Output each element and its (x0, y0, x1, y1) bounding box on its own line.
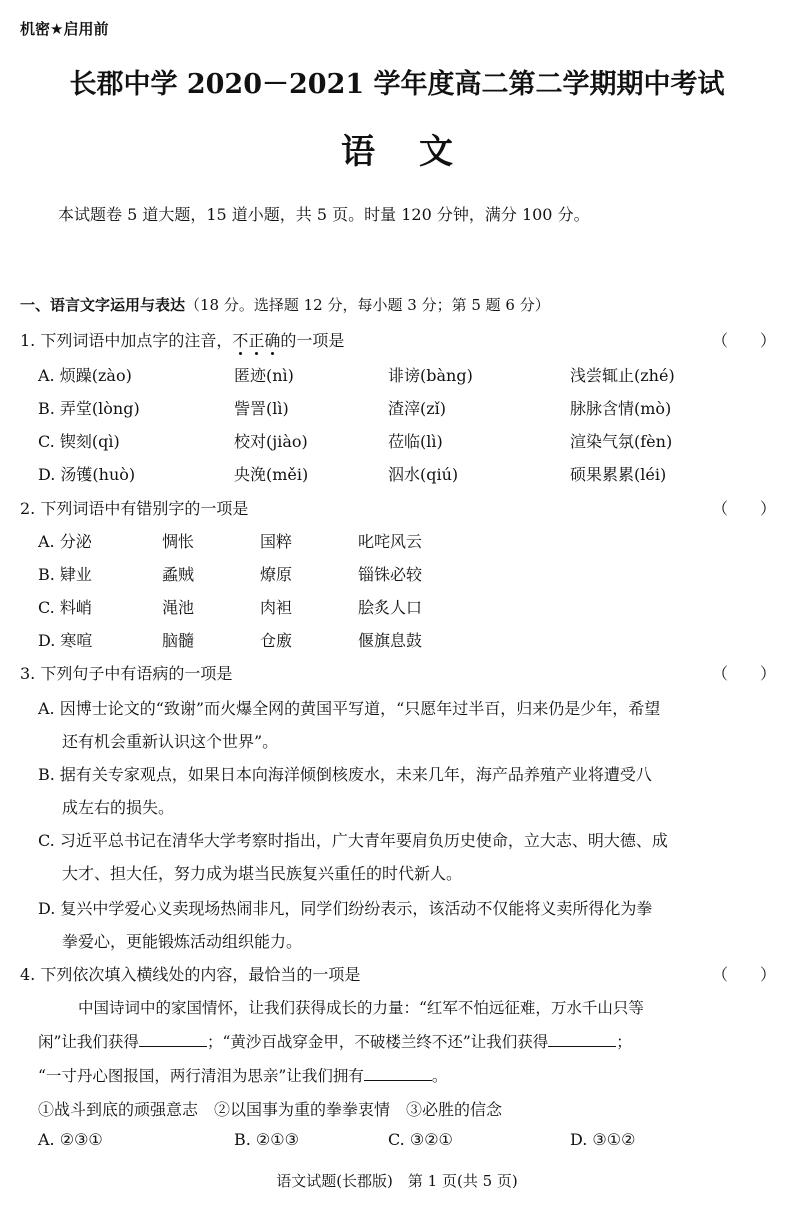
q4-answer-d: D. ③①② (570, 1130, 636, 1149)
q2-option-a-1: A. 分泌 (38, 532, 92, 551)
q2-option-c-2: 渑池 (162, 598, 195, 617)
page-footer: 语文试题(长郡版) 第 1 页(共 5 页) (276, 1172, 518, 1190)
q4-answer-a: A. ②③① (38, 1130, 103, 1149)
q4-passage-line-1: 中国诗词中的家国情怀，让我们获得成长的力量：“红军不怕远征难，万水千山只等 (78, 999, 644, 1017)
answer-blank (548, 1030, 616, 1047)
exam-instructions: 本试题卷 5 道大题，15 道小题，共 5 页。时量 120 分钟，满分 100 分。 (58, 205, 590, 224)
q1-option-d-4: 硕果累累(léi) (570, 465, 667, 484)
q4-passage-line-2: 闲”让我们获得 ；“黄沙百战穿金甲，不破楼兰终不还”让我们获得 ； (38, 1030, 632, 1052)
answer-bracket: （ ） (712, 499, 777, 518)
q2-option-c-1: C. 料峭 (38, 598, 92, 617)
q2-option-b-4: 锱铢必较 (358, 565, 423, 584)
q3-option-b: B. 据有关专家观点，如果日本向海洋倾倒核废水，未来几年，海产品养殖产业将遭受八 (38, 765, 652, 784)
q3-option-a: A. 因博士论文的“致谢”而火爆全网的黄国平写道，“只愿年过半百，归来仍是少年，希望 (38, 699, 661, 718)
q4-choices: ①战斗到底的顽强意志 ②以国事为重的拳拳衷情 ③必胜的信念 (38, 1100, 503, 1119)
q3-option-d: D. 复兴中学爱心义卖现场热闹非凡，同学们纷纷表示，该活动不仅能将义卖所得化为拳 (38, 899, 653, 918)
q1-option-b-4: 脉脉含情(mò) (570, 399, 672, 418)
q3-option-c: C. 习近平总书记在清华大学考察时指出，广大青年要肩负历史使命，立大志、明大德、成 (38, 831, 668, 850)
subject-title: 语文 (341, 132, 497, 172)
section-note: （18 分。选择题 12 分，每小题 3 分；第 5 题 6 分） (185, 296, 550, 314)
q2-option-a-2: 惆怅 (162, 532, 195, 551)
q3-option-a-cont: 还有机会重新认识这个世界”。 (62, 732, 279, 751)
answer-bracket: （ ） (712, 965, 777, 984)
q1-option-c-1: C. 锲刻(qì) (38, 432, 120, 451)
q1-option-b-2: 訾詈(lì) (234, 399, 289, 418)
q2-option-d-1: D. 寒喧 (38, 631, 93, 650)
question-1-stem: 1. 下列词语中加点字的注音，不 正 确 的一项是 (20, 328, 344, 351)
q1-option-c-3: 莅临(lì) (388, 432, 443, 451)
q3-option-d-cont: 拳爱心，更能锻炼活动组织能力。 (62, 932, 303, 951)
q1-option-a-1: A. 烦躁(zào) (38, 366, 132, 385)
q3-option-c-cont: 大才、担大任，努力成为堪当民族复兴重任的时代新人。 (62, 864, 463, 883)
dotted-char: 不 (232, 331, 248, 350)
q2-option-a-4: 叱咤风云 (358, 532, 423, 551)
q1-option-d-1: D. 汤镬(huò) (38, 465, 136, 484)
q1-option-c-2: 校对(jiào) (234, 432, 308, 451)
exam-title: 长郡中学 2020－2021 学年度高二第二学期期中考试 (69, 69, 725, 100)
section-heading (20, 294, 550, 315)
answer-bracket: （ ） (712, 331, 777, 350)
question-4-stem: 4. 下列依次填入横线处的内容，最恰当的一项是 (20, 965, 361, 984)
dotted-char: 正 (248, 331, 264, 350)
q2-option-c-4: 脍炙人口 (358, 598, 423, 617)
question-3-stem: 3. 下列句子中有语病的一项是 (20, 664, 233, 683)
q2-option-d-4: 偃旗息鼓 (358, 631, 423, 650)
confidential-label: 机密★启用前 (20, 20, 109, 38)
q1-option-a-4: 浅尝辄止(zhé) (570, 366, 675, 385)
q2-option-c-3: 肉袒 (260, 598, 293, 617)
q1-option-b-1: B. 弄堂(lòng) (38, 399, 140, 418)
dotted-char: 确 (264, 331, 280, 350)
q3-option-b-cont: 成左右的损失。 (62, 798, 175, 817)
q1-option-c-4: 渲染气氛(fèn) (570, 432, 673, 451)
q2-option-b-3: 燎原 (260, 565, 293, 584)
q2-option-d-3: 仓廒 (260, 631, 293, 650)
question-2-stem: 2. 下列词语中有错别字的一项是 (20, 499, 249, 518)
q2-option-b-2: 蟊贼 (162, 565, 195, 584)
q4-answer-b: B. ②①③ (234, 1130, 299, 1149)
q1-option-a-3: 诽谤(bàng) (388, 366, 473, 385)
q1-option-d-2: 央浼(měi) (234, 465, 309, 484)
q4-passage-line-3: “一寸丹心图报国，两行清泪为思亲”让我们拥有 。 (38, 1064, 447, 1086)
q1-option-d-3: 泅水(qiú) (388, 465, 459, 484)
section-label: 一、语言文字运用与表达 (20, 296, 186, 314)
q2-option-b-1: B. 肄业 (38, 565, 92, 584)
answer-bracket: （ ） (712, 664, 777, 683)
q4-answer-c: C. ③②① (388, 1130, 453, 1149)
q1-option-b-3: 渣滓(zǐ) (388, 399, 447, 418)
q2-option-a-3: 国粹 (260, 532, 293, 551)
answer-blank (364, 1064, 432, 1081)
q2-option-d-2: 脑髓 (162, 631, 195, 650)
answer-blank (139, 1030, 207, 1047)
q1-option-a-2: 匿迹(nì) (234, 366, 294, 385)
